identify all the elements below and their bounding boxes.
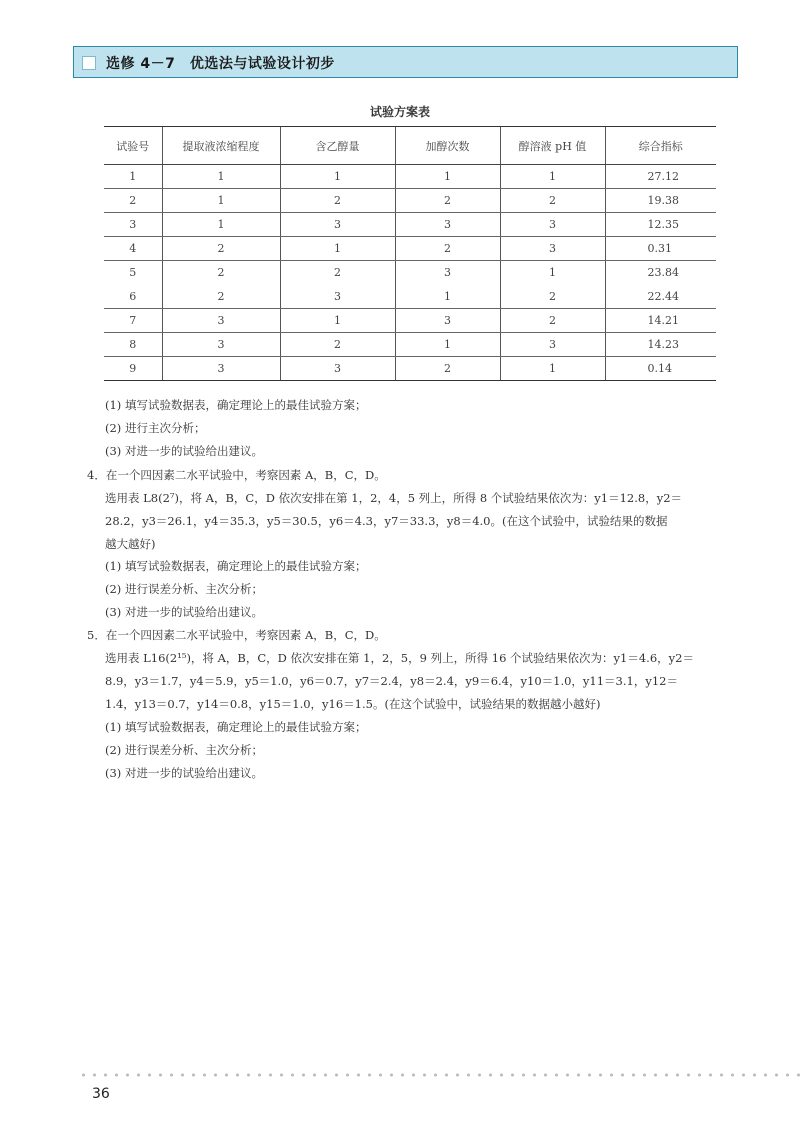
problem3-part: (1) 填写试验数据表，确定理论上的最佳试验方案； [105, 398, 367, 412]
table-cell: 1 [500, 165, 605, 189]
table-cell: 2 [500, 189, 605, 213]
table-cell: 2 [280, 261, 395, 285]
problem3-part: (3) 对进一步的试验给出建议。 [105, 444, 263, 458]
table-cell: 23.84 [605, 261, 716, 285]
table-cell: 1 [162, 165, 280, 189]
plan-table [104, 126, 716, 381]
table-row [104, 333, 716, 357]
table-cell: 7 [104, 309, 162, 333]
problem4-part: (1) 填写试验数据表，确定理论上的最佳试验方案； [105, 559, 367, 573]
table-cell: 1 [500, 261, 605, 285]
table-cell: 2 [162, 285, 280, 309]
table-cell: 3 [500, 213, 605, 237]
table-cell: 3 [500, 237, 605, 261]
table-cell: 3 [500, 333, 605, 357]
square-icon [82, 56, 96, 70]
problem5-line: 8.9，y3＝1.7，y4＝5.9，y5＝1.0，y6＝0.7，y7＝2.4，y8＝2.4，y9＝6.4，y10＝1.0，y11＝3.1，y12＝ [105, 674, 678, 688]
table-cell: 1 [280, 309, 395, 333]
table-cell: 2 [104, 189, 162, 213]
table-cell: 2 [395, 237, 500, 261]
table-cell: 22.44 [605, 285, 716, 309]
table-row [104, 237, 716, 261]
table-cell: 8 [104, 333, 162, 357]
table-cell: 0.31 [605, 237, 716, 261]
table-cell: 3 [162, 357, 280, 381]
page-number: 36 [92, 1086, 110, 1102]
table-cell: 3 [280, 357, 395, 381]
table-cell: 2 [162, 237, 280, 261]
problem4-line: 选用表 L8(2⁷)，将 A，B，C，D 依次安排在第 1，2，4，5 列上，所得 8 个试验结果依次为：y1＝12.8，y2＝ [105, 491, 683, 505]
table-row [104, 285, 716, 309]
col-header: 醇溶液 pH 值 [500, 127, 605, 165]
table-row [104, 309, 716, 333]
table-cell: 0.14 [605, 357, 716, 381]
table-cell: 19.38 [605, 189, 716, 213]
problem5-line: 5．在一个四因素二水平试验中，考察因素 A，B，C，D。 [87, 628, 386, 642]
table-cell: 3 [395, 213, 500, 237]
table-row [104, 165, 716, 189]
table-cell: 2 [162, 261, 280, 285]
table-cell: 1 [162, 213, 280, 237]
table-cell: 1 [395, 285, 500, 309]
problem5-part: (3) 对进一步的试验给出建议。 [105, 766, 263, 780]
section-header [73, 46, 738, 78]
table-cell: 3 [280, 285, 395, 309]
table-cell: 5 [129, 266, 137, 280]
col-header: 提取液浓缩程度 [162, 127, 280, 165]
table-row [104, 189, 716, 213]
table-cell: 2 [395, 189, 500, 213]
table-cell: 12.35 [605, 213, 716, 237]
table-cell: 14.23 [605, 333, 716, 357]
table-row [104, 261, 716, 285]
table-title: 试验方案表 [369, 105, 430, 119]
table-row [104, 213, 716, 237]
table-cell: 1 [500, 357, 605, 381]
problem4-line: 28.2，y3＝26.1，y4＝35.3，y5＝30.5，y6＝4.3，y7＝33.3，y8＝4.0。(在这个试验中，试验结果的数据 [105, 514, 668, 528]
problem4-line: 越大越好) [105, 537, 156, 551]
problem4-part: (3) 对进一步的试验给出建议。 [105, 605, 263, 619]
table-cell: 3 [395, 261, 500, 285]
col-header: 含乙醇量 [280, 127, 395, 165]
col-header: 加醇次数 [395, 127, 500, 165]
problem5-part: (2) 进行误差分析、主次分析； [105, 743, 263, 757]
table-cell: 6 [104, 285, 162, 309]
problem3-part: (2) 进行主次分析； [105, 421, 206, 435]
table-cell: 14.21 [605, 309, 716, 333]
table-cell: 4 [104, 237, 162, 261]
table-cell: 1 [395, 333, 500, 357]
col-header: 试验号 [104, 127, 162, 165]
table-cell: 2 [500, 285, 605, 309]
table-cell: 3 [395, 309, 500, 333]
table-cell: 1 [104, 165, 162, 189]
problem4-part: (2) 进行误差分析、主次分析； [105, 582, 263, 596]
table-cell: 3 [162, 309, 280, 333]
problem5-line: 选用表 L16(2¹⁵)，将 A，B，C，D 依次安排在第 1，2，5，9 列上，所得 16 个试验结果依次为：y1＝4.6，y2＝ [105, 651, 694, 665]
table-cell: 2 [280, 189, 395, 213]
table-cell: 1 [395, 165, 500, 189]
table-row [104, 357, 716, 381]
table-cell: 3 [162, 333, 280, 357]
table-cell: 9 [104, 357, 162, 381]
dotted-divider [78, 1072, 800, 1078]
table-cell: 2 [500, 309, 605, 333]
table-cell: 3 [280, 213, 395, 237]
table-header-row [104, 127, 716, 165]
col-header: 综合指标 [605, 127, 716, 165]
table-cell: 27.12 [605, 165, 716, 189]
problem4-line: 4．在一个四因素二水平试验中，考察因素 A，B，C，D。 [87, 468, 386, 482]
table-cell: 3 [104, 213, 162, 237]
table-cell: 1 [280, 165, 395, 189]
table-cell: 2 [280, 333, 395, 357]
table-cell: 1 [162, 189, 280, 213]
table-cell: 2 [395, 357, 500, 381]
section-title: 选修 4－7 优选法与试验设计初步 [106, 56, 335, 72]
table-cell: 1 [280, 237, 395, 261]
problem5-part: (1) 填写试验数据表，确定理论上的最佳试验方案； [105, 720, 367, 734]
problem5-line: 1.4，y13＝0.7，y14＝0.8，y15＝1.0，y16＝1.5。(在这个试验中，试验结果的数据越小越好) [105, 697, 601, 711]
